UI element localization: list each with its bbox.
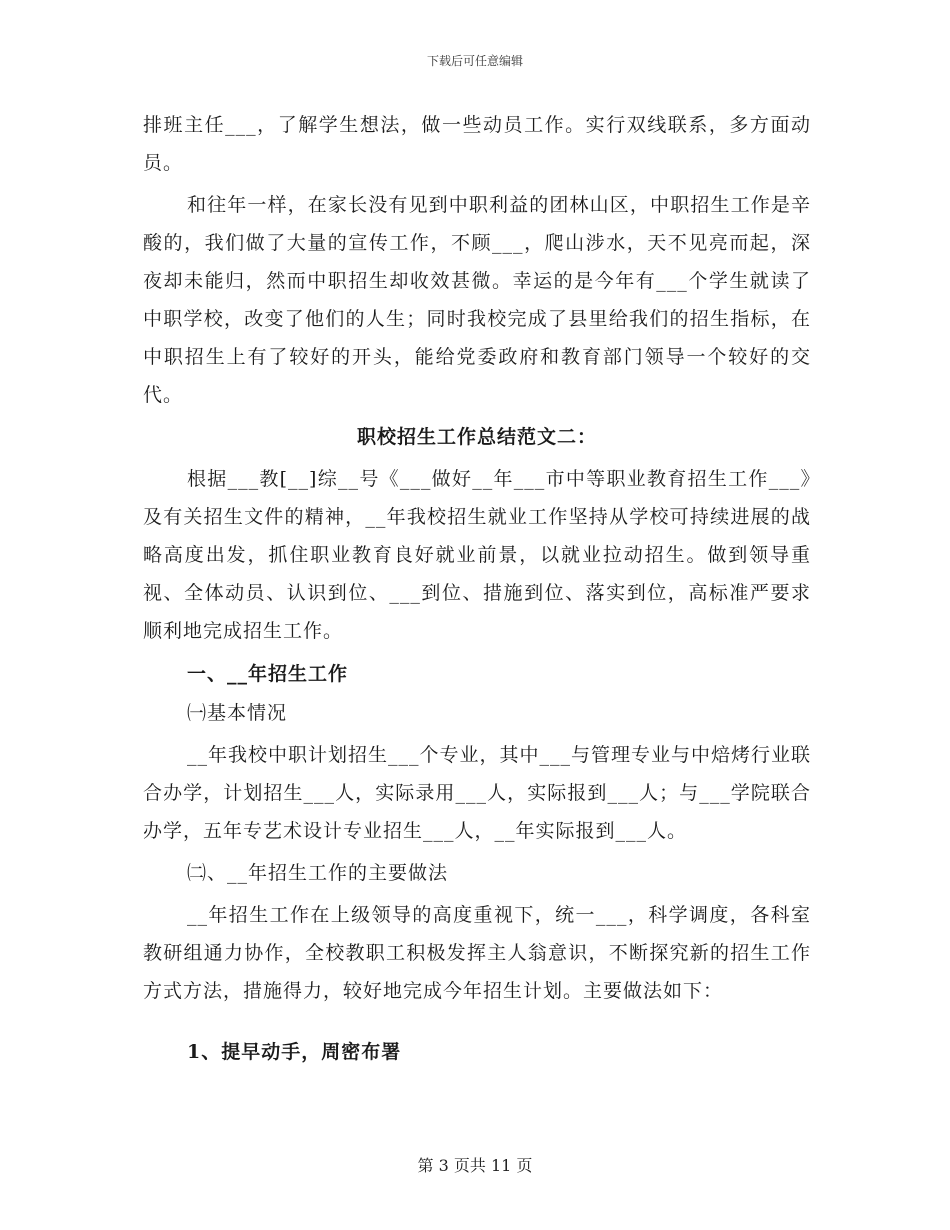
paragraph-1: 排班主任___，了解学生想法，做一些动员工作。实行双线联系，多方面动员。 (143, 114, 811, 174)
page-header: 下载后可任意编辑 (426, 54, 523, 68)
section-title-2: 职校招生工作总结范文二： (356, 426, 597, 448)
heading-enrollment-work: 一、__年招生工作 (187, 663, 349, 685)
paragraph-2: 和往年一样，在家长没有见到中职利益的团林山区，中职招生工作是辛酸的，我们做了大量的宣传工作，不顾___，爬山涉水，天不见亮而起，深夜却未能归，然而中职招生却收效甚微。幸运的是今年有___个学生就读了中职学校，改变了他们的人生；同时我校完成了县里给我们的招生指标，在中职招生上有了较好的开头，能给党委政府和教育部门领导一个较好的交代。 (143, 194, 811, 406)
document-body (143, 106, 811, 1072)
heading-early-start: 1、提早动手，周密布署 (187, 1041, 402, 1063)
subheading-main-practices: ㈡、__年招生工作的主要做法 (187, 862, 449, 884)
paragraph-4: __年我校中职计划招生___个专业，其中___与管理专业与中焙烤行业联合办学，计划招生___人，实际录用___人，实际报到___人；与___学院联合办学，五年专艺术设计专业招生___人，__年实际报到___人。 (143, 744, 812, 842)
page-footer: 第 3 页共 11 页 (417, 1156, 533, 1175)
paragraph-3: 根据___教[__]综__号《___做好__年___市中等职业教育招生工作___》及有关招生文件的精神，__年我校招生就业工作坚持从学校可持续进展的战略高度出发，抓住职业教育良好就业前景，以就业拉动招生。做到领导重视、全体动员、认识到位、___到位、措施到位、落实到位，高标准严要求顺利地完成招生工作。 (143, 468, 811, 642)
paragraph-5: __年招生工作在上级领导的高度重视下，统一___，科学调度，各科室教研组通力协作，全校教职工积极发挥主人翁意识，不断探究新的招生工作方式方法，措施得力，较好地完成今年招生计划。主要做法如下： (143, 904, 811, 1002)
subheading-basic-situation: ㈠基本情况 (187, 702, 288, 724)
